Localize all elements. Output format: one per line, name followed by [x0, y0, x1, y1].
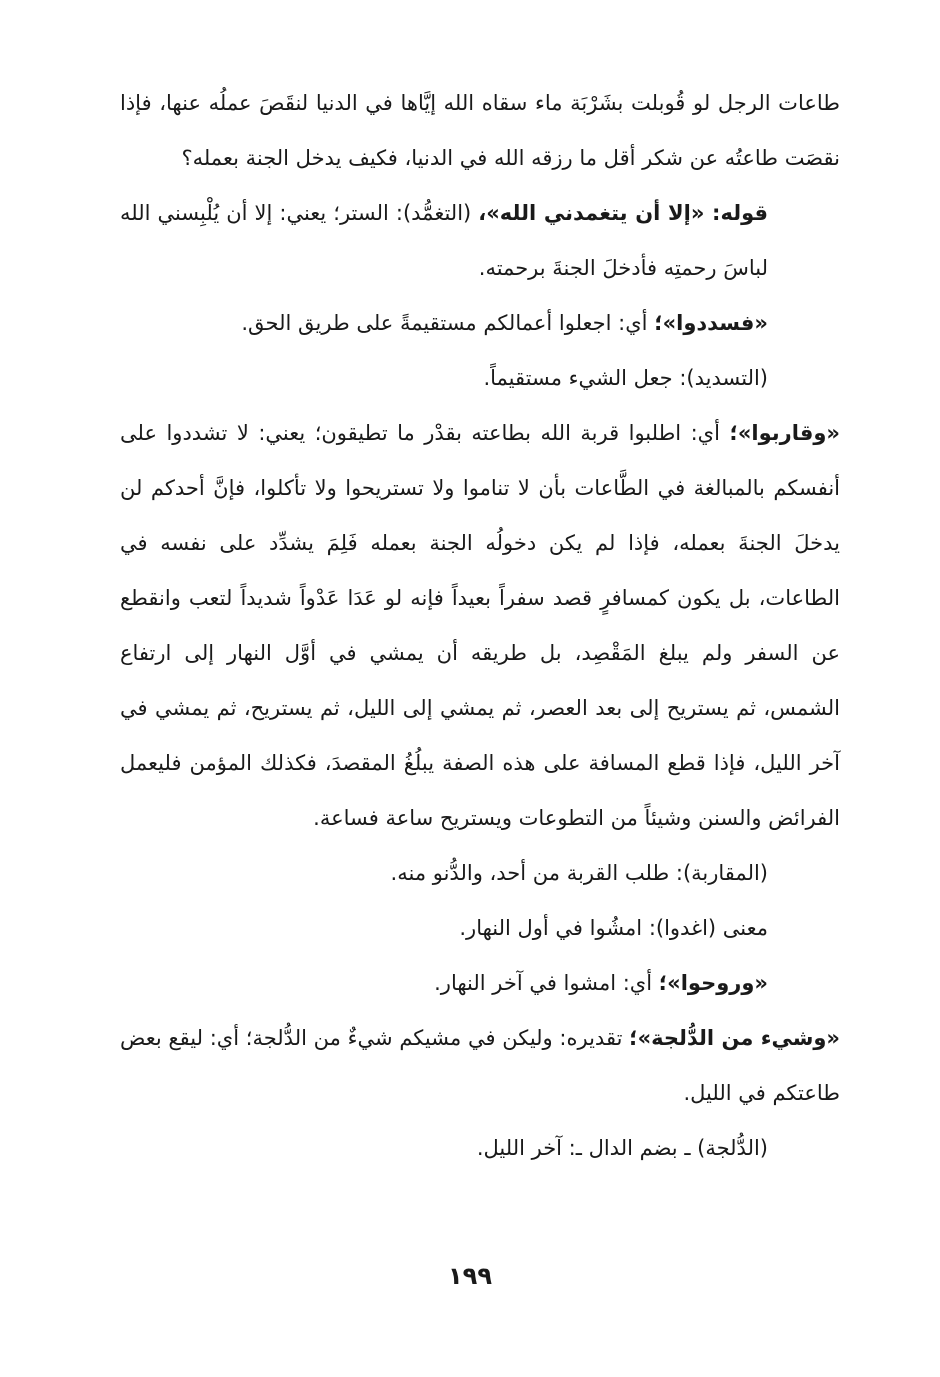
paragraph-9 [120, 1011, 840, 1121]
paragraph-8 [120, 956, 840, 1011]
paragraph-3-text: أي: اجعلوا أعمالكم مستقيمةً على طريق الحق. [241, 311, 655, 335]
paragraph-1 [120, 76, 840, 186]
paragraph-9-text: تقديره: وليكن في مشيكم شيءٌ من الدُّلجة؛ أي: ليقع بعض طاعتكم في الليل. [120, 1026, 840, 1105]
paragraph-10-text: (الدُّلجة) ـ بضم الدال ـ: آخر الليل. [476, 1136, 768, 1160]
paragraph-3 [120, 296, 840, 351]
paragraph-9-lead: «وشيء من الدُّلجة»؛ [629, 1026, 840, 1050]
paragraph-6-text: (المقاربة): طلب القربة من أحد، والدُّنو منه. [390, 861, 768, 885]
paragraph-8-text: أي: امشوا في آخر النهار. [434, 971, 659, 995]
paragraph-4 [120, 351, 840, 406]
paragraph-7-text: معنى (اغدوا): امشُوا في أول النهار. [459, 916, 768, 940]
paragraph-3-lead: «فسددوا»؛ [654, 311, 768, 335]
paragraph-2-lead: قوله: «إلا أن يتغمدني الله»، [478, 201, 768, 225]
paragraph-2-text: (التغمُّد): الستر؛ يعني: إلا أن يُلْبِسني الله لباسَ رحمتِه فأدخلَ الجنةَ برحمته. [120, 201, 768, 280]
paragraph-5 [120, 406, 840, 846]
paragraph-7 [120, 901, 840, 956]
paragraph-5-lead: «وقاربوا»؛ [729, 421, 840, 445]
paragraph-5-text: أي: اطلبوا قربة الله بطاعته بقدْر ما تطيقون؛ يعني: لا تشددوا على أنفسكم بالمبالغة في الطَّاعات بأن لا تناموا ولا تستريحوا ولا تأكلوا، فإنَّ أحدكم لن يدخلَ الجنةَ بعمله، فإذا لم يكن دخولُه الجنة بعمله فَلِمَ يشدِّد على نفسه في الطاعات، بل يكون كمسافرٍ قصد سفراً بعيداً فإنه لو عَدَا عَدْواً شديداً لتعب وانقطع عن السفر ولم يبلغ المَقْصِد، بل طريقه أن يمشي في أوَّل النهار إلى ارتفاع الشمس، ثم يستريح إلى بعد العصر، ثم يمشي إلى الليل، ثم يستريح، ثم يمشي في آخر الليل، فإذا قطع المسافة على هذه الصفة يبلُغُ المقصدَ، فكذلك المؤمن فليعمل الفرائض والسنن وشيئاً من التطوعات ويستريح ساعة فساعة. [120, 421, 840, 830]
paragraph-1-text: طاعات الرجل لو قُوبلت بشَرْبَة ماء سقاه الله إيَّاها في الدنيا لنقَصَ عملُه عنها، فإذا نقصَت طاعتُه عن شكر أقل ما رزقه الله في الدنيا، فكيف يدخل الجنة بعمله؟ [120, 91, 840, 170]
page-body [120, 76, 840, 1256]
paragraph-4-text: (التسديد): جعل الشيء مستقيماً. [483, 366, 768, 390]
page-number: ١٩٩ [448, 1262, 492, 1290]
paragraph-6 [120, 846, 840, 901]
paragraph-2 [120, 186, 840, 296]
paragraph-10 [120, 1121, 840, 1176]
paragraph-8-lead: «وروحوا»؛ [658, 971, 768, 995]
